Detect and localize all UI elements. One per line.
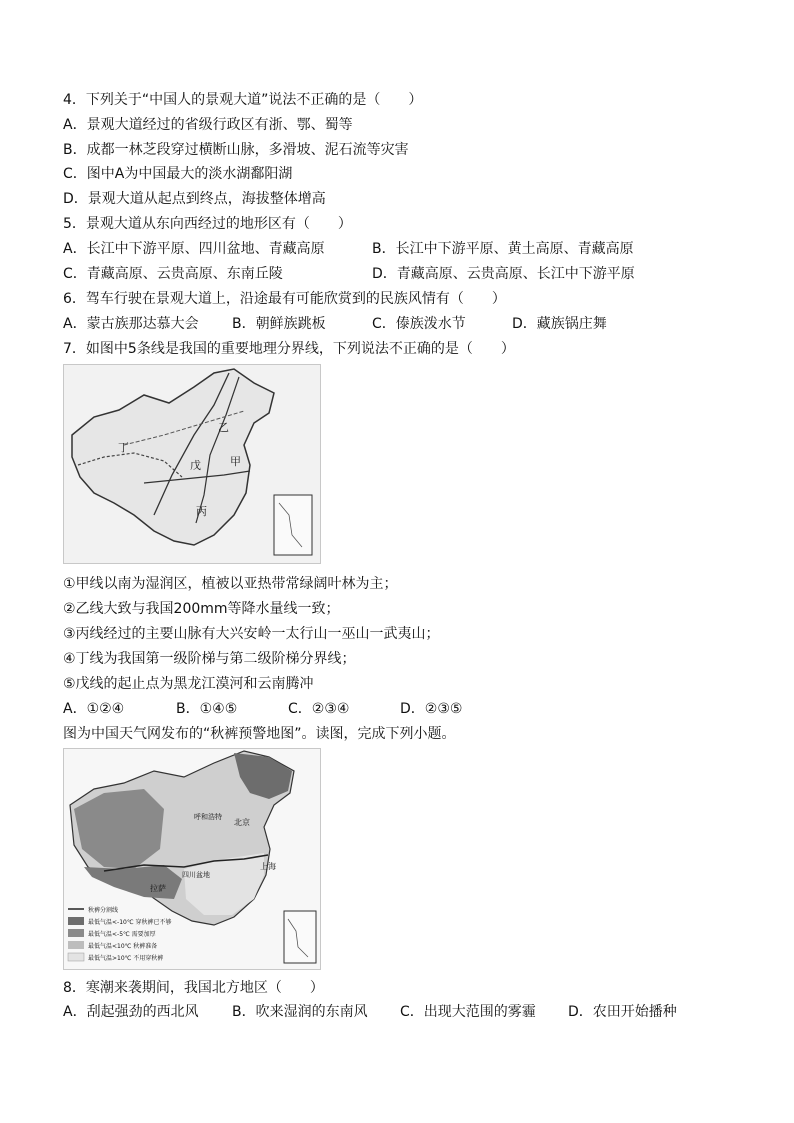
q7-option-c[interactable]: C．②③④ (288, 701, 350, 717)
legend-swatch-3 (68, 929, 84, 937)
label-bing: 丙 (196, 505, 207, 518)
q7-stem: 7．如图中5条线是我国的重要地理分界线，下列说法不正确的是（ ） (63, 341, 515, 357)
q8-option-c[interactable]: C．出现大范围的雾霾 (400, 1004, 536, 1020)
q5-option-b[interactable]: B．长江中下游平原、黄土高原、青藏高原 (372, 241, 634, 257)
q5-option-a[interactable]: A．长江中下游平原、四川盆地、青藏高原 (63, 241, 325, 257)
autumn-pants-warning-map (63, 748, 321, 970)
legend-4: 最低气温<10℃ 秋裤准备 (88, 943, 158, 950)
warning-map-svg (64, 749, 320, 969)
q5-option-d[interactable]: D．青藏高原、云贵高原、长江中下游平原 (372, 266, 635, 282)
legend-5: 最低气温>10℃ 不用穿秋裤 (88, 955, 164, 962)
label-ding: 丁 (118, 441, 129, 454)
legend (68, 906, 171, 962)
legend-1: 秋裤分割线 (88, 907, 119, 914)
q4-stem: 4．下列关于“中国人的景观大道”说法不正确的是（ ） (63, 92, 423, 108)
label-hohhot: 呼和浩特 (194, 813, 222, 821)
q6-option-b[interactable]: B．朝鲜族跳板 (232, 316, 326, 332)
q7-statement-4: ④丁线为我国第一级阶梯与第二级阶梯分界线； (63, 651, 356, 667)
label-lhasa: 拉萨 (150, 884, 166, 893)
label-sichuan: 四川盆地 (182, 871, 210, 879)
q6-option-c[interactable]: C．傣族泼水节 (372, 316, 466, 332)
q8-stem: 8．寒潮来袭期间，我国北方地区（ ） (63, 980, 324, 996)
q8-option-d[interactable]: D．农田开始播种 (568, 1004, 677, 1020)
q7-statement-5: ⑤戊线的起止点为黑龙江漠河和云南腾冲 (63, 676, 314, 692)
q6-option-a[interactable]: A．蒙古族那达慕大会 (63, 316, 199, 332)
q8-option-a[interactable]: A．刮起强劲的西北风 (63, 1004, 199, 1020)
china-outline-map-svg (64, 365, 320, 563)
q8-option-b[interactable]: B．吹来湿润的东南风 (232, 1004, 368, 1020)
q4-option-c[interactable]: C．图中A为中国最大的淡水湖鄱阳湖 (63, 166, 293, 182)
map2-intro: 图为中国天气网发布的“秋裤预警地图”。读图，完成下列小题。 (63, 726, 456, 742)
q4-option-d[interactable]: D．景观大道从起点到终点，海拔整体增高 (63, 191, 326, 207)
map2-south-china-sea-inset (284, 911, 316, 963)
q4-option-b[interactable]: B．成都一林芝段穿过横断山脉，多滑坡、泥石流等灾害 (63, 142, 409, 158)
label-wu: 戊 (190, 459, 201, 472)
label-beijing: 北京 (234, 818, 250, 827)
q7-option-b[interactable]: B．①④⑤ (176, 701, 238, 717)
q6-option-d[interactable]: D．藏族锅庄舞 (512, 316, 607, 332)
q6-stem: 6．驾车行驶在景观大道上，沿途最有可能欣赏到的民族风情有（ ） (63, 291, 506, 307)
legend-swatch-4 (68, 941, 84, 949)
label-jia: 甲 (230, 455, 241, 468)
legend-3: 最低气温<-5℃ 需要加厚 (88, 931, 156, 938)
q7-statement-3: ③丙线经过的主要山脉有大兴安岭一太行山一巫山一武夷山； (63, 626, 440, 642)
zone-cold-plateau (84, 865, 182, 899)
q7-option-d[interactable]: D．②③⑤ (400, 701, 463, 717)
legend-swatch-2 (68, 917, 84, 925)
legend-swatch-5 (68, 953, 84, 961)
q7-statement-1: ①甲线以南为湿润区，植被以亚热带常绿阔叶林为主； (63, 576, 398, 592)
label-yi: 乙 (218, 421, 229, 434)
q5-option-c[interactable]: C．青藏高原、云贵高原、东南丘陵 (63, 266, 283, 282)
q7-statement-2: ②乙线大致与我国200mm等降水量线一致； (63, 601, 340, 617)
q4-option-a[interactable]: A．景观大道经过的省级行政区有浙、鄂、蜀等 (63, 117, 353, 133)
legend-2: 最低气温<-10℃ 穿秋裤已不够 (88, 919, 172, 926)
label-shanghai: 上海 (260, 862, 276, 871)
q7-option-a[interactable]: A．①②④ (63, 701, 125, 717)
boundary-lines-map (63, 364, 321, 564)
q5-stem: 5．景观大道从东向西经过的地形区有（ ） (63, 216, 352, 232)
